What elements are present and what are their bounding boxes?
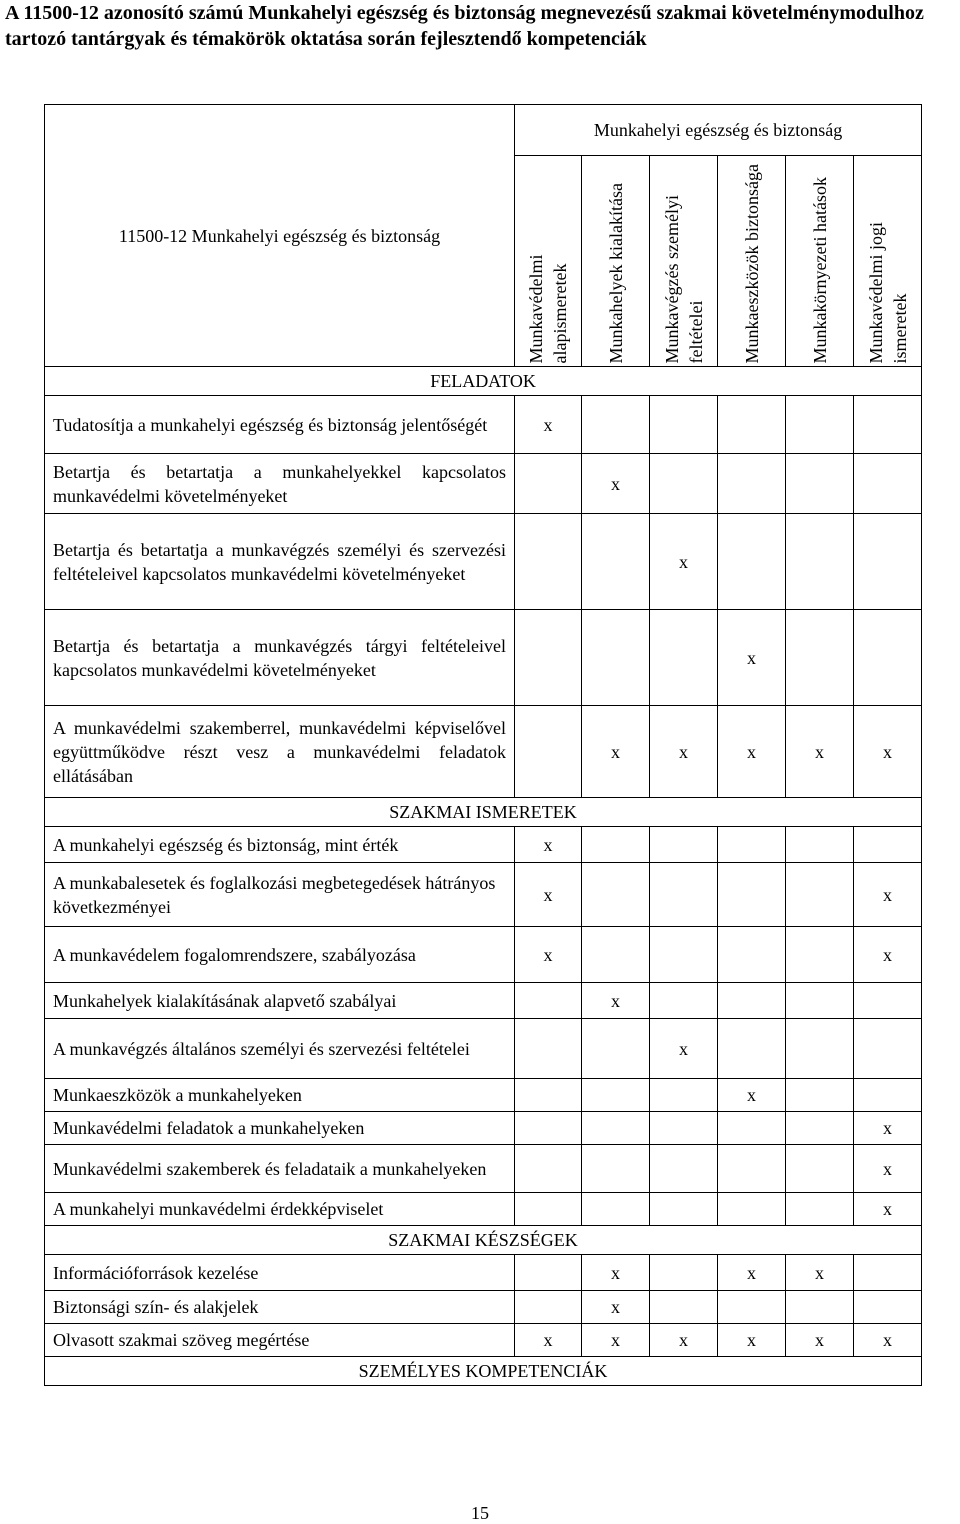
mark-cell [786, 1291, 854, 1324]
mark-cell [854, 983, 922, 1019]
mark-cell [582, 863, 650, 927]
competency-label: A munkabalesetek és foglalkozási megbetegedések hátrányos következményei [45, 863, 515, 927]
page-title: A 11500-12 azonosító számú Munkahelyi egészség és biztonság megnevezésű szakmai követelménymodulhoz tartozó tantárgyak és témakörök oktatása során fejlesztendő kompetenciák [5, 2, 924, 50]
topic-label: Munkahelyek kialakítása [605, 183, 626, 364]
mark-cell [515, 1019, 582, 1079]
mark-cell: x [854, 1324, 922, 1357]
module-label: 11500-12 Munkahelyi egészség és biztonság [118, 225, 441, 246]
topic-label: Munkakörnyezeti hatások [809, 177, 830, 364]
mark-cell: x [854, 1193, 922, 1226]
mark-cell [650, 927, 718, 983]
competency-label: A munkavédelem fogalomrendszere, szabályozása [45, 927, 515, 983]
mark-cell: x [515, 863, 582, 927]
competency-label: A munkavégzés általános személyi és szervezési feltételei [45, 1019, 515, 1079]
mark-cell [718, 927, 786, 983]
mark-cell [515, 1291, 582, 1324]
table-row [45, 1079, 922, 1112]
mark-cell: x [582, 983, 650, 1019]
competency-label: A munkahelyi munkavédelmi érdekképviselet [45, 1193, 515, 1226]
competency-label: Munkavédelmi feladatok a munkahelyeken [45, 1112, 515, 1145]
mark-cell [515, 514, 582, 610]
mark-cell [718, 1291, 786, 1324]
mark-cell [854, 1291, 922, 1324]
mark-cell [650, 863, 718, 927]
mark-cell [718, 1193, 786, 1226]
mark-cell [786, 983, 854, 1019]
section-row [45, 1226, 922, 1255]
mark-cell [786, 454, 854, 514]
mark-cell: x [854, 1112, 922, 1145]
mark-cell [650, 983, 718, 1019]
mark-cell: x [515, 396, 582, 454]
mark-cell: x [582, 706, 650, 798]
competency-label: Betartja és betartatja a munkavégzés személyi és szervezési feltételeivel kapcsolatos munkavédelmi követelményeket [45, 514, 515, 610]
mark-cell [582, 1145, 650, 1193]
mark-cell [718, 1019, 786, 1079]
competency-label: Munkaeszközök a munkahelyeken [45, 1079, 515, 1112]
mark-cell [582, 1193, 650, 1226]
table-row [45, 1255, 922, 1291]
table-row [45, 706, 922, 798]
mark-cell: x [786, 706, 854, 798]
topic-header [582, 156, 650, 367]
mark-cell: x [582, 1291, 650, 1324]
mark-cell [515, 454, 582, 514]
table-row [45, 514, 922, 610]
table-row [45, 1019, 922, 1079]
mark-cell: x [718, 1255, 786, 1291]
mark-cell [515, 610, 582, 706]
section-row [45, 798, 922, 827]
table-row [45, 1193, 922, 1226]
competency-label: Munkavédelmi szakemberek és feladataik a munkahelyeken [45, 1145, 515, 1193]
mark-cell [786, 514, 854, 610]
competency-label: Biztonsági szín- és alakjelek [45, 1291, 515, 1324]
mark-cell: x [515, 927, 582, 983]
mark-cell: x [650, 1019, 718, 1079]
mark-cell [718, 454, 786, 514]
mark-cell [582, 827, 650, 863]
module-label-cell [45, 105, 515, 367]
mark-cell [515, 706, 582, 798]
mark-cell [515, 1145, 582, 1193]
mark-cell [786, 396, 854, 454]
mark-cell [854, 514, 922, 610]
topic-header [515, 156, 582, 367]
competency-label: Munkahelyek kialakításának alapvető szabályai [45, 983, 515, 1019]
mark-cell [718, 863, 786, 927]
mark-cell: x [582, 1255, 650, 1291]
mark-cell: x [515, 827, 582, 863]
mark-cell: x [718, 610, 786, 706]
mark-cell: x [854, 863, 922, 927]
section-heading: SZEMÉLYES KOMPETENCIÁK [45, 1357, 922, 1386]
mark-cell [718, 396, 786, 454]
mark-cell [650, 610, 718, 706]
mark-cell [582, 1079, 650, 1112]
competency-label: Betartja és betartatja a munkahelyekkel kapcsolatos munkavédelmi követelményeket [45, 454, 515, 514]
mark-cell [718, 514, 786, 610]
mark-cell [786, 863, 854, 927]
topic-label: Munkaeszközök biztonsága [741, 164, 762, 364]
mark-cell [786, 1079, 854, 1112]
mark-cell: x [718, 706, 786, 798]
mark-cell [582, 1112, 650, 1145]
topic-header [786, 156, 854, 367]
topic-label: Munkavédelmi jogi ismeretek [865, 222, 910, 364]
mark-cell [582, 1019, 650, 1079]
mark-cell [854, 1255, 922, 1291]
mark-cell: x [854, 927, 922, 983]
mark-cell [718, 1145, 786, 1193]
table-row [45, 1145, 922, 1193]
mark-cell: x [718, 1324, 786, 1357]
mark-cell [854, 454, 922, 514]
competency-label: A munkavédelmi szakemberrel, munkavédelmi képviselővel együttműködve részt vesz a munkavédelmi feladatok ellátásában [45, 706, 515, 798]
mark-cell: x [786, 1324, 854, 1357]
topic-label: Munkavégzés személyi feltételei [661, 195, 706, 364]
table-row [45, 610, 922, 706]
competency-label: Tudatosítja a munkahelyi egészség és biztonság jelentőségét [45, 396, 515, 454]
competency-label: Betartja és betartatja a munkavégzés tárgyi feltételeivel kapcsolatos munkavédelmi követelményeket [45, 610, 515, 706]
subject-header [515, 105, 922, 156]
topic-header [854, 156, 922, 367]
table-row [45, 1112, 922, 1145]
competency-label: Információforrások kezelése [45, 1255, 515, 1291]
mark-cell [515, 1079, 582, 1112]
table-row [45, 927, 922, 983]
mark-cell [650, 1079, 718, 1112]
mark-cell [718, 827, 786, 863]
section-heading: SZAKMAI ISMERETEK [45, 798, 922, 827]
mark-cell [854, 396, 922, 454]
section-heading: SZAKMAI KÉSZSÉGEK [45, 1226, 922, 1255]
mark-cell: x [650, 514, 718, 610]
mark-cell [650, 396, 718, 454]
mark-cell [786, 1193, 854, 1226]
competency-label: A munkahelyi egészség és biztonság, mint érték [45, 827, 515, 863]
mark-cell [718, 983, 786, 1019]
mark-cell [786, 610, 854, 706]
page-number: 15 [471, 1503, 489, 1523]
mark-cell [718, 1112, 786, 1145]
table-row [45, 827, 922, 863]
mark-cell: x [650, 1324, 718, 1357]
mark-cell [854, 610, 922, 706]
mark-cell [582, 610, 650, 706]
mark-cell: x [582, 1324, 650, 1357]
mark-cell [854, 827, 922, 863]
mark-cell: x [650, 706, 718, 798]
mark-cell [786, 1145, 854, 1193]
section-heading: FELADATOK [45, 367, 922, 396]
mark-cell [515, 983, 582, 1019]
mark-cell [786, 927, 854, 983]
mark-cell [854, 1079, 922, 1112]
competency-table [44, 104, 922, 1386]
mark-cell: x [854, 706, 922, 798]
table-row [45, 983, 922, 1019]
table-row [45, 1291, 922, 1324]
mark-cell: x [515, 1324, 582, 1357]
mark-cell [515, 1255, 582, 1291]
mark-cell [650, 1193, 718, 1226]
mark-cell: x [786, 1255, 854, 1291]
table-row [45, 863, 922, 927]
competency-label: Olvasott szakmai szöveg megértése [45, 1324, 515, 1357]
mark-cell [582, 396, 650, 454]
table-row [45, 396, 922, 454]
mark-cell [515, 1112, 582, 1145]
mark-cell [650, 1291, 718, 1324]
mark-cell: x [582, 454, 650, 514]
mark-cell [582, 927, 650, 983]
mark-cell [786, 1112, 854, 1145]
mark-cell [786, 827, 854, 863]
mark-cell [515, 1193, 582, 1226]
table-row [45, 454, 922, 514]
mark-cell [650, 1112, 718, 1145]
section-row [45, 367, 922, 396]
mark-cell [786, 1019, 854, 1079]
mark-cell: x [854, 1145, 922, 1193]
topic-header [650, 156, 718, 367]
mark-cell [582, 514, 650, 610]
mark-cell [650, 1145, 718, 1193]
table-row [45, 1324, 922, 1357]
mark-cell [650, 827, 718, 863]
topic-label: Munkavédelmi alapismeretek [526, 254, 570, 364]
mark-cell [650, 454, 718, 514]
mark-cell [650, 1255, 718, 1291]
topic-header [718, 156, 786, 367]
mark-cell: x [718, 1079, 786, 1112]
mark-cell [854, 1019, 922, 1079]
subject-label: Munkahelyi egészség és biztonság [593, 120, 843, 140]
section-row [45, 1357, 922, 1386]
